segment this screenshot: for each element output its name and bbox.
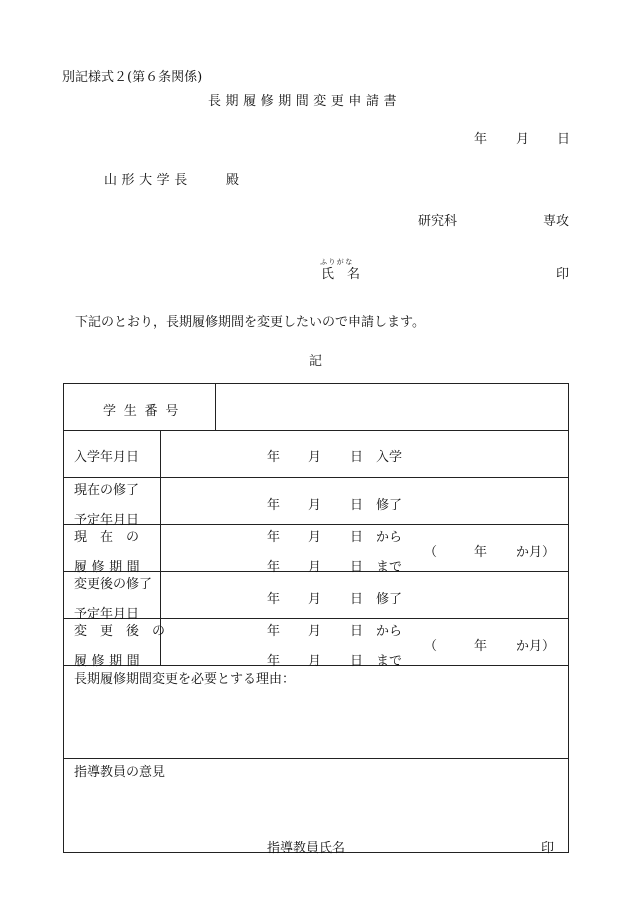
addressee: 山形大学長 [104, 173, 192, 188]
document-title: 長期履修期間変更申請書 [208, 94, 402, 109]
current-duration-year: 年 [474, 545, 488, 560]
row-divider [63, 477, 569, 478]
date-day-label: 日 [557, 132, 571, 147]
current-completion-day: 日 [350, 498, 364, 513]
current-completion-suffix: 修了 [376, 498, 403, 513]
current-period-until: まで [376, 560, 403, 575]
changed-completion-year: 年 [267, 592, 281, 607]
changed-period-from: から [376, 624, 403, 639]
current-period-from-year: 年 [267, 530, 281, 545]
name-label: 氏 名 [321, 267, 361, 282]
current-completion-label-2: 予定年月日 [74, 513, 140, 528]
advisor-opinion-label: 指導教員の意見 [74, 765, 166, 780]
graduate-school-label: 研究科 [418, 214, 458, 229]
advisor-name-label: 指導教員氏名 [267, 841, 346, 856]
ki-label: 記 [309, 354, 323, 369]
changed-duration-months: か月） [516, 639, 556, 654]
changed-period-to-day: 日 [350, 654, 364, 669]
changed-period-to-year: 年 [267, 654, 281, 669]
changed-period-until: まで [376, 654, 403, 669]
changed-duration-open: （ [424, 639, 438, 654]
current-duration-months: か月） [516, 545, 556, 560]
current-period-from: から [376, 530, 403, 545]
changed-period-to-month: 月 [308, 654, 322, 669]
current-period-label-2: 履修期間 [74, 560, 145, 575]
date-year-label: 年 [474, 132, 488, 147]
honorific: 殿 [226, 173, 240, 188]
date-month-label: 月 [516, 132, 530, 147]
changed-completion-suffix: 修了 [376, 592, 403, 607]
admission-year: 年 [267, 450, 281, 465]
current-period-label-1: 現 在 の [74, 530, 140, 545]
changed-period-label-2: 履修期間 [74, 654, 145, 669]
advisor-seal-label: 印 [541, 841, 555, 856]
furigana-label: ふりがな [320, 258, 354, 266]
admission-month: 月 [308, 450, 322, 465]
row-divider [63, 430, 569, 431]
seal-label: 印 [556, 267, 570, 282]
changed-period-from-month: 月 [308, 624, 322, 639]
column-divider [215, 383, 216, 430]
admission-suffix: 入学 [376, 450, 403, 465]
current-completion-label-1: 現在の修了 [74, 483, 140, 498]
changed-duration-year: 年 [474, 639, 488, 654]
changed-period-from-year: 年 [267, 624, 281, 639]
changed-completion-label-2: 予定年月日 [74, 607, 140, 622]
changed-completion-label-1: 変更後の修了 [74, 577, 153, 592]
current-duration-open: （ [424, 545, 438, 560]
admission-date-label: 入学年月日 [74, 450, 140, 465]
row-divider [63, 758, 569, 759]
changed-period-label-1: 変 更 後 の [74, 624, 166, 639]
major-label: 専攻 [543, 214, 570, 229]
reason-label: 長期履修期間変更を必要とする理由： [74, 672, 296, 687]
current-period-to-month: 月 [308, 560, 322, 575]
current-completion-year: 年 [267, 498, 281, 513]
current-period-to-day: 日 [350, 560, 364, 575]
changed-period-from-day: 日 [350, 624, 364, 639]
changed-completion-day: 日 [350, 592, 364, 607]
current-completion-month: 月 [308, 498, 322, 513]
student-number-label: 学生番号 [103, 404, 187, 419]
current-period-to-year: 年 [267, 560, 281, 575]
changed-completion-month: 月 [308, 592, 322, 607]
application-statement: 下記のとおり，長期履修期間を変更したいので申請します。 [75, 315, 425, 330]
current-period-from-month: 月 [308, 530, 322, 545]
current-period-from-day: 日 [350, 530, 364, 545]
admission-day: 日 [350, 450, 364, 465]
form-number: 別記様式２(第６条関係) [62, 70, 203, 85]
